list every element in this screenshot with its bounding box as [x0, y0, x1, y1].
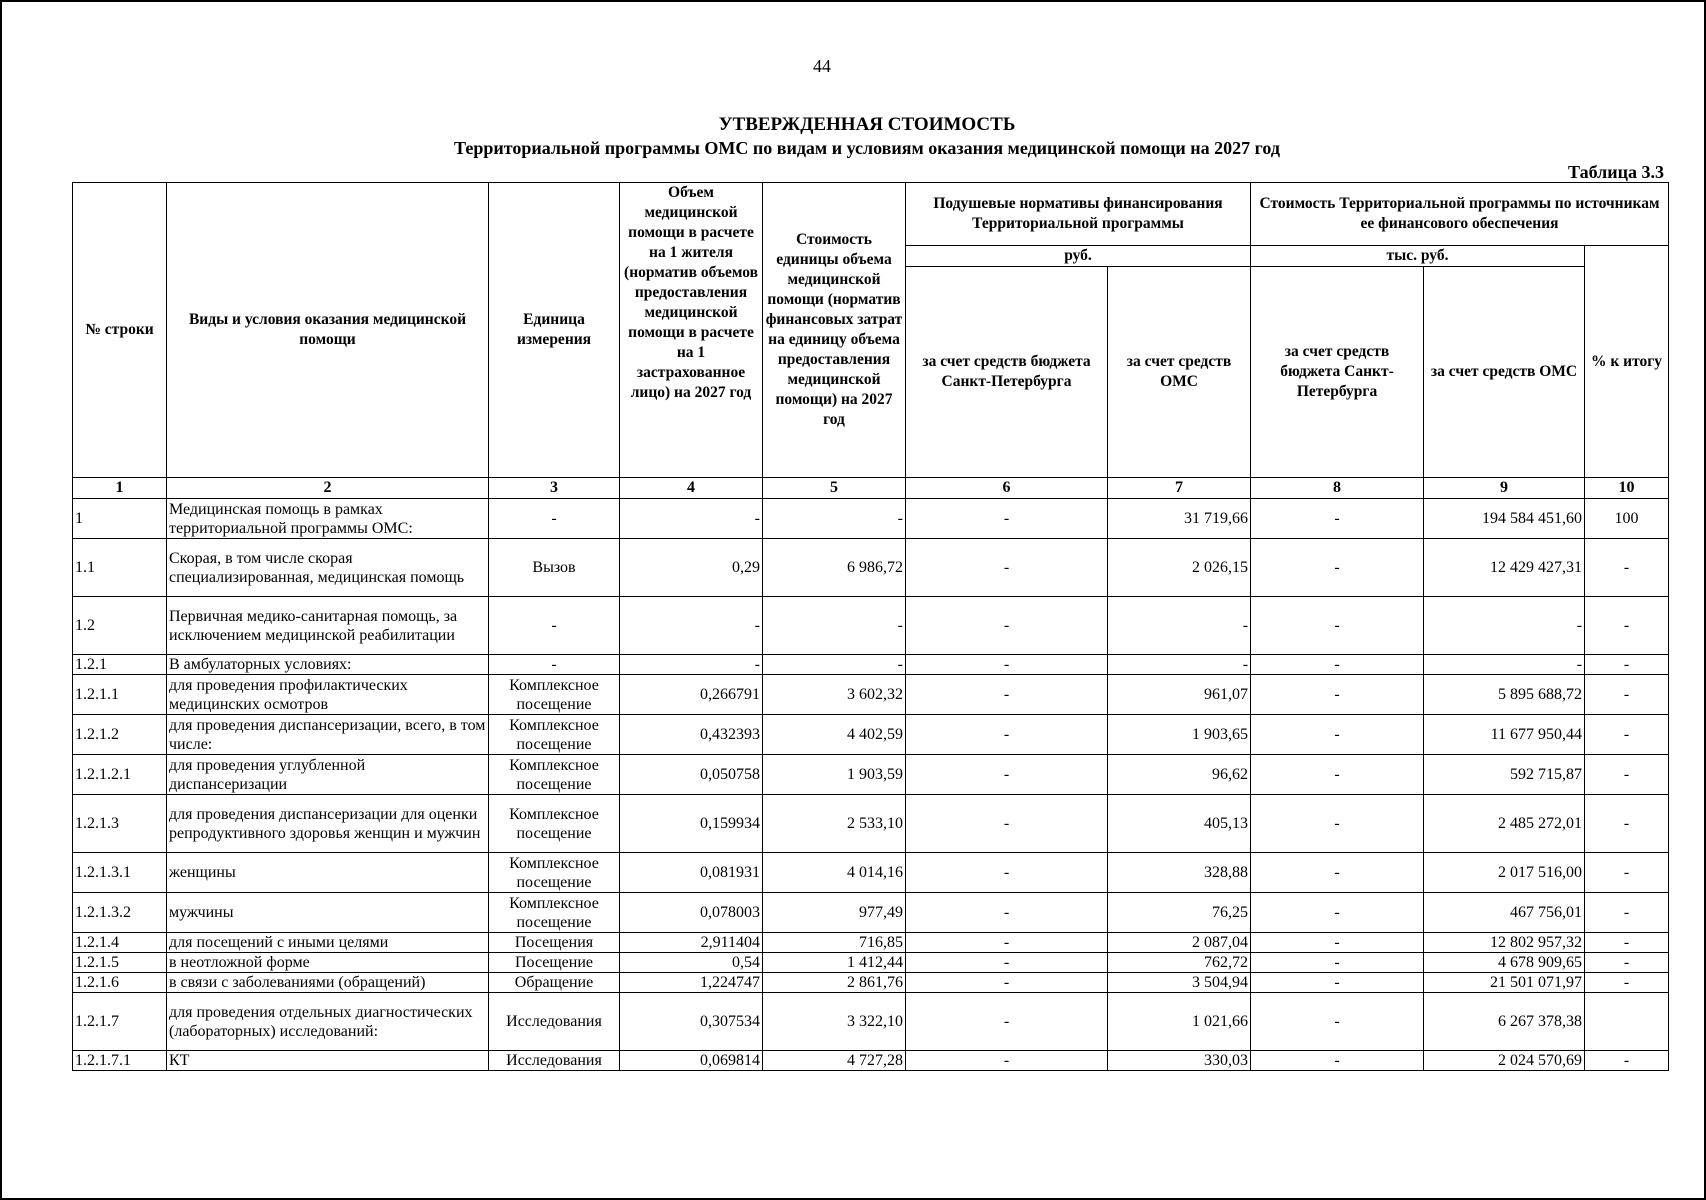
row-number-cell: 1.2.1.7.1	[73, 1051, 167, 1071]
percent-cell: 100	[1585, 499, 1669, 539]
type-cell: для посещений с иными целями	[167, 933, 489, 953]
unit-cell: Посещения	[489, 933, 620, 953]
volume-cell: 2,911404	[620, 933, 763, 953]
unit-cell: Комплексное посещение	[489, 755, 620, 795]
total-budget-cell: -	[1251, 933, 1424, 953]
header-per-capita-budget: за счет средств бюджета Санкт-Петербурга	[906, 267, 1108, 478]
percent-cell: -	[1585, 973, 1669, 993]
unit-cost-cell: 1 412,44	[763, 953, 906, 973]
volume-cell: -	[620, 499, 763, 539]
per-capita-oms-cell: 2 026,15	[1108, 539, 1251, 597]
percent-cell: -	[1585, 597, 1669, 655]
per-capita-budget-cell: -	[906, 853, 1108, 893]
unit-cost-cell: -	[763, 597, 906, 655]
total-budget-cell: -	[1251, 993, 1424, 1051]
table-row	[73, 973, 1669, 993]
column-number: 1	[73, 478, 167, 499]
volume-cell: 1,224747	[620, 973, 763, 993]
column-number: 4	[620, 478, 763, 499]
row-number-cell: 1.2.1.2.1	[73, 755, 167, 795]
type-cell: для проведения отдельных диагностических (лабораторных) исследований:	[167, 993, 489, 1051]
unit-cell: Комплексное посещение	[489, 675, 620, 715]
row-number-cell: 1.2.1.4	[73, 933, 167, 953]
unit-cell: Обращение	[489, 973, 620, 993]
type-cell: в неотложной форме	[167, 953, 489, 973]
header-group-cost: Стоимость Территориальной программы по источникам ее финансового обеспечения	[1251, 183, 1669, 246]
total-budget-cell: -	[1251, 539, 1424, 597]
volume-cell: 0,050758	[620, 755, 763, 795]
total-oms-cell: 6 267 378,38	[1424, 993, 1585, 1051]
percent-cell: -	[1585, 715, 1669, 755]
header-group-per-capita: Подушевые нормативы финансирования Территориальной программы	[906, 183, 1251, 246]
unit-cell: Комплексное посещение	[489, 715, 620, 755]
per-capita-oms-cell: 330,03	[1108, 1051, 1251, 1071]
unit-cell: Посещение	[489, 953, 620, 973]
column-number: 10	[1585, 478, 1669, 499]
total-oms-cell: 11 677 950,44	[1424, 715, 1585, 755]
column-number: 3	[489, 478, 620, 499]
unit-cell: Вызов	[489, 539, 620, 597]
per-capita-oms-cell: -	[1108, 597, 1251, 655]
percent-cell	[1585, 993, 1669, 1051]
percent-cell: -	[1585, 953, 1669, 973]
per-capita-oms-cell: 405,13	[1108, 795, 1251, 853]
type-cell: Первичная медико-санитарная помощь, за исключением медицинской реабилитации	[167, 597, 489, 655]
per-capita-budget-cell: -	[906, 795, 1108, 853]
total-budget-cell: -	[1251, 755, 1424, 795]
row-number-cell: 1.2.1	[73, 655, 167, 675]
unit-cell: -	[489, 499, 620, 539]
per-capita-oms-cell: 1 903,65	[1108, 715, 1251, 755]
per-capita-budget-cell: -	[906, 675, 1108, 715]
per-capita-budget-cell: -	[906, 655, 1108, 675]
type-cell: женщины	[167, 853, 489, 893]
header-row-number: № строки	[73, 183, 167, 478]
unit-cost-cell: 3 322,10	[763, 993, 906, 1051]
per-capita-budget-cell: -	[906, 1051, 1108, 1071]
type-cell: КТ	[167, 1051, 489, 1071]
volume-cell: 0,266791	[620, 675, 763, 715]
per-capita-budget-cell: -	[906, 597, 1108, 655]
total-oms-cell: 194 584 451,60	[1424, 499, 1585, 539]
table-body	[73, 499, 1669, 1071]
header-type: Виды и условия оказания медицинской помощи	[167, 183, 489, 478]
type-cell: для проведения углубленной диспансеризации	[167, 755, 489, 795]
per-capita-budget-cell: -	[906, 755, 1108, 795]
percent-cell: -	[1585, 853, 1669, 893]
type-cell: для проведения диспансеризации, всего, в том числе:	[167, 715, 489, 755]
table-row	[73, 675, 1669, 715]
header-per-capita-oms: за счет средств ОМС	[1108, 267, 1251, 478]
row-number-cell: 1.2.1.3.1	[73, 853, 167, 893]
unit-cost-cell: -	[763, 499, 906, 539]
total-oms-cell: 12 802 957,32	[1424, 933, 1585, 953]
type-cell: Скорая, в том числе скорая специализированная, медицинская помощь	[167, 539, 489, 597]
total-budget-cell: -	[1251, 853, 1424, 893]
table-label: Таблица 3.3	[1568, 162, 1664, 182]
header-total-budget: за счет средств бюджета Санкт-Петербурга	[1251, 267, 1424, 478]
total-budget-cell: -	[1251, 499, 1424, 539]
unit-cost-cell: -	[763, 655, 906, 675]
header-unit: Единица измерения	[489, 183, 620, 478]
header-unit-cost: Стоимость единицы объема медицинской помощи (норматив финансовых затрат на единицу объема предоставления медицинской помощи) на 2027 год	[763, 183, 906, 478]
volume-cell: 0,069814	[620, 1051, 763, 1071]
row-number-cell: 1.2.1.3	[73, 795, 167, 853]
unit-cost-cell: 6 986,72	[763, 539, 906, 597]
per-capita-budget-cell: -	[906, 539, 1108, 597]
volume-cell: 0,307534	[620, 993, 763, 1051]
type-cell: для проведения диспансеризации для оценки репродуктивного здоровья женщин и мужчин	[167, 795, 489, 853]
per-capita-oms-cell: 31 719,66	[1108, 499, 1251, 539]
per-capita-budget-cell: -	[906, 499, 1108, 539]
total-oms-cell: -	[1424, 597, 1585, 655]
document-title: УТВЕРЖДЕННАЯ СТОИМОСТЬ	[718, 114, 1016, 135]
percent-cell: -	[1585, 893, 1669, 933]
column-number: 8	[1251, 478, 1424, 499]
per-capita-oms-cell: 961,07	[1108, 675, 1251, 715]
total-oms-cell: 467 756,01	[1424, 893, 1585, 933]
header-unit-rub: руб.	[906, 246, 1251, 267]
table-row	[73, 933, 1669, 953]
per-capita-oms-cell: 76,25	[1108, 893, 1251, 933]
volume-cell: 0,081931	[620, 853, 763, 893]
cost-table	[72, 182, 1669, 1071]
per-capita-oms-cell: 3 504,94	[1108, 973, 1251, 993]
unit-cost-cell: 4 402,59	[763, 715, 906, 755]
table-row	[73, 539, 1669, 597]
total-oms-cell: 12 429 427,31	[1424, 539, 1585, 597]
percent-cell: -	[1585, 933, 1669, 953]
table-row	[73, 1051, 1669, 1071]
unit-cost-cell: 1 903,59	[763, 755, 906, 795]
table-row	[73, 597, 1669, 655]
per-capita-oms-cell: 762,72	[1108, 953, 1251, 973]
unit-cost-cell: 2 861,76	[763, 973, 906, 993]
per-capita-budget-cell: -	[906, 953, 1108, 973]
table-row	[73, 499, 1669, 539]
total-oms-cell: 21 501 071,97	[1424, 973, 1585, 993]
page-number: 44	[813, 56, 831, 76]
column-number: 6	[906, 478, 1108, 499]
per-capita-oms-cell: -	[1108, 655, 1251, 675]
unit-cell: Комплексное посещение	[489, 893, 620, 933]
unit-cell: Исследования	[489, 1051, 620, 1071]
percent-cell: -	[1585, 795, 1669, 853]
type-cell: В амбулаторных условиях:	[167, 655, 489, 675]
header-volume: Объем медицинской помощи в расчете на 1 жителя (норматив объемов предоставления медицинской помощи в расчете на 1 застрахованное лицо) на 2027 год	[620, 183, 763, 478]
table-row	[73, 953, 1669, 973]
per-capita-oms-cell: 1 021,66	[1108, 993, 1251, 1051]
total-oms-cell: 2 485 272,01	[1424, 795, 1585, 853]
header-unit-thousand-rub: тыс. руб.	[1251, 246, 1585, 267]
total-budget-cell: -	[1251, 655, 1424, 675]
row-number-cell: 1.2.1.7	[73, 993, 167, 1051]
total-budget-cell: -	[1251, 893, 1424, 933]
column-number: 7	[1108, 478, 1251, 499]
unit-cell: Исследования	[489, 993, 620, 1051]
volume-cell: 0,159934	[620, 795, 763, 853]
volume-cell: 0,54	[620, 953, 763, 973]
total-budget-cell: -	[1251, 795, 1424, 853]
document-subtitle: Территориальной программы ОМС по видам и условиям оказания медицинской помощи на 2027 год	[454, 138, 1280, 158]
unit-cost-cell: 716,85	[763, 933, 906, 953]
type-cell: мужчины	[167, 893, 489, 933]
table-row	[73, 993, 1669, 1051]
table-row	[73, 715, 1669, 755]
unit-cell: Комплексное посещение	[489, 853, 620, 893]
volume-cell: 0,078003	[620, 893, 763, 933]
header-total-oms: за счет средств ОМС	[1424, 267, 1585, 478]
row-number-cell: 1.1	[73, 539, 167, 597]
percent-cell: -	[1585, 675, 1669, 715]
column-number: 2	[167, 478, 489, 499]
row-number-cell: 1.2	[73, 597, 167, 655]
type-cell: для проведения профилактических медицинских осмотров	[167, 675, 489, 715]
per-capita-budget-cell: -	[906, 933, 1108, 953]
unit-cost-cell: 3 602,32	[763, 675, 906, 715]
per-capita-oms-cell: 2 087,04	[1108, 933, 1251, 953]
per-capita-oms-cell: 328,88	[1108, 853, 1251, 893]
percent-cell: -	[1585, 539, 1669, 597]
table-row	[73, 853, 1669, 893]
unit-cell: -	[489, 655, 620, 675]
percent-cell: -	[1585, 655, 1669, 675]
per-capita-budget-cell: -	[906, 993, 1108, 1051]
table-row	[73, 795, 1669, 853]
volume-cell: -	[620, 597, 763, 655]
total-oms-cell: 2 024 570,69	[1424, 1051, 1585, 1071]
unit-cell: -	[489, 597, 620, 655]
volume-cell: -	[620, 655, 763, 675]
total-budget-cell: -	[1251, 953, 1424, 973]
header-percent: % к итогу	[1585, 246, 1669, 478]
unit-cost-cell: 4 014,16	[763, 853, 906, 893]
unit-cost-cell: 2 533,10	[763, 795, 906, 853]
row-number-cell: 1.2.1.1	[73, 675, 167, 715]
column-number-row	[73, 478, 1669, 499]
total-budget-cell: -	[1251, 715, 1424, 755]
total-budget-cell: -	[1251, 597, 1424, 655]
row-number-cell: 1	[73, 499, 167, 539]
total-oms-cell: 2 017 516,00	[1424, 853, 1585, 893]
percent-cell: -	[1585, 1051, 1669, 1071]
row-number-cell: 1.2.1.2	[73, 715, 167, 755]
volume-cell: 0,432393	[620, 715, 763, 755]
column-number: 5	[763, 478, 906, 499]
unit-cell: Комплексное посещение	[489, 795, 620, 853]
type-cell: в связи с заболеваниями (обращений)	[167, 973, 489, 993]
row-number-cell: 1.2.1.5	[73, 953, 167, 973]
total-oms-cell: 5 895 688,72	[1424, 675, 1585, 715]
row-number-cell: 1.2.1.6	[73, 973, 167, 993]
volume-cell: 0,29	[620, 539, 763, 597]
percent-cell: -	[1585, 755, 1669, 795]
row-number-cell: 1.2.1.3.2	[73, 893, 167, 933]
unit-cost-cell: 4 727,28	[763, 1051, 906, 1071]
table-row	[73, 655, 1669, 675]
per-capita-budget-cell: -	[906, 715, 1108, 755]
per-capita-oms-cell: 96,62	[1108, 755, 1251, 795]
table-row	[73, 755, 1669, 795]
type-cell: Медицинская помощь в рамках территориальной программы ОМС:	[167, 499, 489, 539]
total-budget-cell: -	[1251, 1051, 1424, 1071]
total-budget-cell: -	[1251, 973, 1424, 993]
total-oms-cell: 4 678 909,65	[1424, 953, 1585, 973]
total-budget-cell: -	[1251, 675, 1424, 715]
total-oms-cell: 592 715,87	[1424, 755, 1585, 795]
table-row	[73, 893, 1669, 933]
per-capita-budget-cell: -	[906, 973, 1108, 993]
per-capita-budget-cell: -	[906, 893, 1108, 933]
unit-cost-cell: 977,49	[763, 893, 906, 933]
total-oms-cell: -	[1424, 655, 1585, 675]
column-number: 9	[1424, 478, 1585, 499]
